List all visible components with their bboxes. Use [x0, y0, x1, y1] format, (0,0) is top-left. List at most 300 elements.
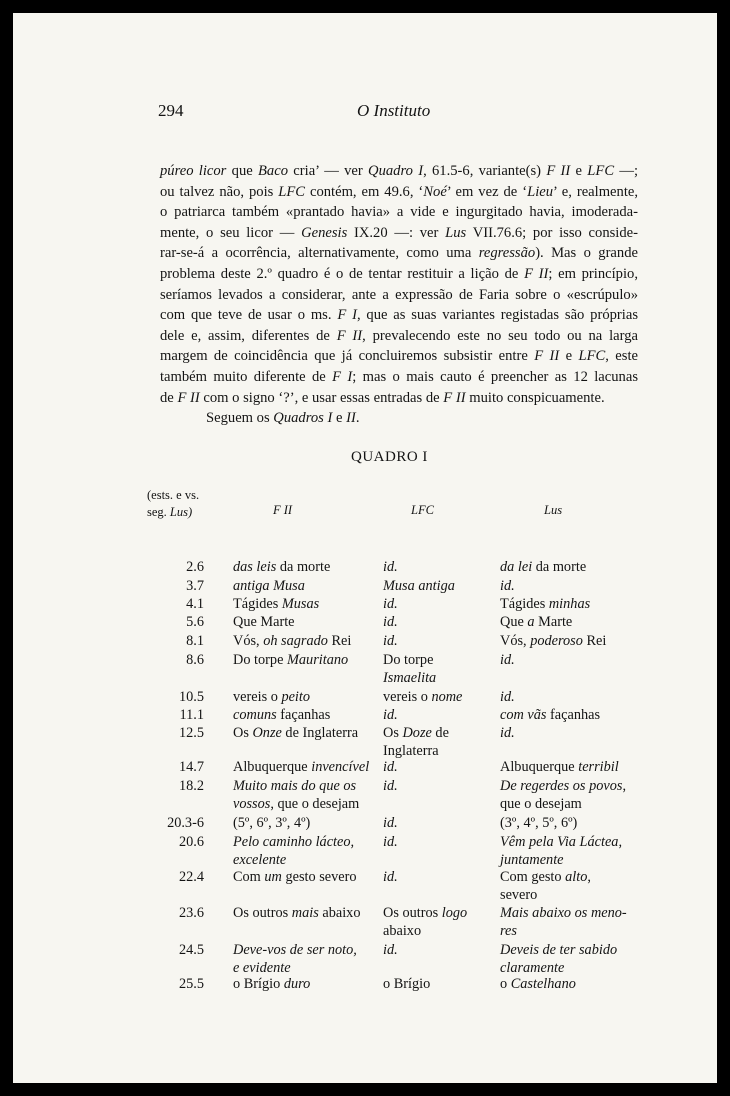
italic-text: nome: [431, 689, 463, 705]
text-run: ; mas o mais cauto é preencher as 12 lacunas: [352, 368, 638, 385]
cell-fii: [233, 941, 357, 977]
cell-line: [500, 577, 515, 595]
italic-text: Mauritano: [287, 652, 349, 668]
cell-lus: [500, 558, 586, 576]
cell-line: [383, 706, 398, 724]
text-run: Os outros: [383, 905, 442, 921]
italic-text: Musas: [281, 596, 320, 612]
cell-lfc: [383, 613, 398, 631]
row-reference: 23.6: [178, 905, 204, 921]
row-reference: 18.2: [178, 778, 204, 794]
text-run: Os: [233, 725, 253, 741]
cell-lus: [500, 724, 515, 742]
row-reference: 24.5: [178, 942, 204, 958]
text-run: problema deste 2.º quadro é o de tentar restituir a lição de: [160, 265, 525, 282]
cell-line: [500, 688, 515, 706]
cell-line: [500, 595, 590, 613]
cell-line: [233, 868, 357, 886]
italic-text: F I: [332, 368, 353, 385]
cell-line: [500, 724, 515, 742]
italic-text: Quadros I: [273, 410, 333, 427]
cell-line: [500, 706, 600, 724]
text-run: dele e, assim, diferentes de: [160, 327, 337, 344]
italic-text: id.: [383, 596, 398, 612]
italic-text: F II: [546, 163, 571, 179]
cell-lfc: [383, 558, 398, 576]
text-run: seríamos levados a considerar, ante a expressão de Faria sobre o «escrúpulo»: [160, 286, 638, 303]
cell-line: [500, 613, 572, 631]
text-run: Marte: [534, 614, 573, 630]
cell-fii: [233, 688, 310, 706]
cell-line: [233, 688, 310, 706]
italic-text: Mais abaixo os meno-: [500, 905, 627, 921]
italic-text: Doze: [402, 725, 432, 741]
text-run: Com gesto: [500, 869, 566, 885]
cell-line: [383, 777, 398, 795]
cell-fii: [233, 758, 369, 776]
text-run: Os: [383, 725, 403, 741]
cell-line: [383, 669, 436, 687]
cell-fii: [233, 868, 357, 886]
row-reference: 8.1: [186, 633, 204, 649]
paragraph-line: [160, 285, 638, 306]
text-run: rar-se-á a ocorrência, alternativamente, como uma: [160, 245, 479, 262]
italic-text: Noé: [423, 183, 447, 200]
text-run: , prevalecendo este no seu todo ou na larga: [362, 327, 638, 344]
italic-text: F II: [524, 265, 549, 282]
row-reference: 20.3-6: [167, 815, 204, 831]
italic-text: Musa antiga: [383, 578, 455, 594]
cell-line: [383, 758, 398, 776]
italic-text: excelente: [233, 852, 287, 869]
italic-text: vossos: [233, 796, 271, 813]
text-run: Que: [500, 614, 528, 630]
row-reference: 2.6: [186, 559, 204, 575]
italic-text: LFC: [278, 183, 306, 200]
text-run: abaixo: [318, 905, 361, 921]
italic-text: id.: [383, 707, 398, 723]
cell-line: [500, 833, 622, 851]
cell-lfc: [383, 706, 398, 724]
cell-line: [383, 558, 398, 576]
cell-lfc: [383, 577, 455, 595]
paragraph-line: [160, 243, 638, 264]
text-run: ,: [622, 778, 627, 794]
cell-line: [383, 651, 436, 669]
italic-text: F II: [177, 389, 200, 406]
cell-lus: [500, 688, 515, 706]
paragraph-line: [160, 223, 638, 244]
text-run: Os outros: [233, 905, 292, 921]
text-run: façanhas: [546, 707, 601, 723]
text-run: Tágides: [233, 596, 282, 612]
paragraph-line: [160, 388, 638, 409]
text-run: (3º, 4º, 5º, 6º): [500, 815, 578, 831]
italic-text: LFC: [578, 348, 606, 365]
italic-text: terribil: [578, 759, 619, 775]
text-run: VII.76.6; por isso conside-: [466, 224, 638, 241]
italic-text: minhas: [548, 596, 591, 612]
cell-line: [233, 613, 295, 631]
cell-line: [233, 632, 351, 650]
italic-text: F II: [534, 348, 560, 365]
italic-text: Genesis: [301, 224, 348, 241]
table-title: QUADRO I: [351, 449, 428, 465]
row-reference: 4.1: [186, 596, 204, 612]
page-number: 294: [158, 101, 184, 120]
italic-text: id.: [383, 942, 398, 958]
italic-text: Ismaelita: [383, 670, 437, 687]
italic-text: Deve-vos de ser noto,: [233, 942, 357, 958]
cell-lfc: [383, 632, 398, 650]
italic-text: um: [264, 869, 282, 885]
italic-text: De regerdes os povos: [500, 778, 623, 794]
cell-lfc: [383, 758, 398, 776]
text-run: (5º, 6º, 3º, 4º): [233, 815, 311, 831]
text-run: mente, o seu licor —: [160, 224, 302, 241]
row-reference: 20.6: [178, 834, 204, 850]
cell-lus: [500, 904, 627, 940]
cell-lfc: [383, 904, 467, 940]
text-run: IX.20 —: ver: [347, 224, 446, 241]
cell-line: [500, 975, 576, 993]
row-reference: 8.6: [186, 652, 204, 668]
cell-line: [233, 904, 360, 922]
cell-line: [233, 975, 310, 993]
text-run: contém, em 49.6, ‘: [305, 183, 424, 200]
cell-lus: [500, 777, 626, 813]
text-run: Albuquerque: [233, 759, 312, 775]
text-run: também muito diferente de: [160, 368, 333, 385]
cell-lus: [500, 941, 617, 977]
text-run: , este: [605, 348, 638, 365]
cell-line: [233, 595, 319, 613]
paragraph-line: [160, 408, 638, 429]
text-run: o patriarca também «prantado havia» a vide e ingurgitado havia, imoderada-: [160, 204, 638, 221]
italic-text: comuns: [233, 707, 277, 723]
cell-line: [233, 706, 330, 724]
italic-text: a: [527, 614, 535, 630]
text-run: de: [431, 725, 449, 741]
italic-text: Muito mais do que os: [233, 778, 357, 794]
cell-fii: [233, 975, 310, 993]
text-run: Seguem os: [206, 410, 274, 427]
italic-text: id.: [500, 578, 515, 594]
text-run: ’ em vez de ‘: [446, 183, 528, 200]
text-run: .: [355, 410, 360, 427]
cell-line: [233, 851, 354, 869]
cell-lus: [500, 758, 619, 776]
cell-line: [383, 595, 398, 613]
text-run: Do torpe: [383, 652, 434, 668]
italic-text: Onze: [252, 725, 282, 741]
cell-lus: [500, 577, 515, 595]
cell-line: [383, 975, 430, 993]
cell-line: [383, 868, 398, 886]
cell-lus: [500, 613, 572, 631]
italic-text: F I: [337, 307, 357, 324]
cell-line: [233, 795, 359, 813]
cell-line: [233, 777, 359, 795]
text-run: e: [570, 163, 588, 179]
text-run: Do torpe: [233, 652, 287, 668]
cell-fii: [233, 814, 310, 832]
cell-lfc: [383, 688, 462, 706]
text-run: vereis o: [233, 689, 282, 705]
italic-text: antiga Musa: [233, 578, 305, 594]
row-reference: 22.4: [178, 869, 204, 885]
italic-text: logo: [441, 905, 468, 921]
cell-line: [383, 941, 398, 959]
text-run: ,: [587, 869, 591, 885]
text-run: que: [226, 163, 259, 179]
text-run: —;: [614, 163, 638, 179]
cell-line: [500, 922, 627, 940]
cell-line: [500, 868, 591, 886]
cell-line: [233, 758, 369, 776]
column-header-ref-line2b: Lus): [169, 505, 193, 519]
italic-text: id.: [383, 815, 398, 831]
text-run: abaixo: [383, 923, 422, 940]
italic-text: id.: [500, 725, 515, 741]
text-run: ou talvez não, pois: [160, 183, 279, 200]
cell-lus: [500, 632, 606, 650]
italic-text: II: [346, 410, 356, 427]
italic-text: id.: [383, 633, 398, 649]
cell-lus: [500, 868, 591, 904]
cell-line: [233, 814, 310, 832]
italic-text: duro: [283, 976, 311, 992]
paragraph-line: [160, 161, 638, 182]
cell-lfc: [383, 777, 398, 795]
italic-text: Pelo caminho lácteo,: [233, 834, 355, 850]
text-run: que o desejam: [500, 796, 582, 813]
text-run: , que as suas variantes registadas são próprias: [356, 307, 638, 324]
italic-text: Vêm pela Via Láctea,: [500, 834, 623, 850]
italic-text: id.: [383, 778, 398, 794]
italic-text: id.: [383, 834, 398, 850]
text-run: façanhas: [276, 707, 331, 723]
italic-text: Deveis de ter sabido: [500, 942, 618, 958]
text-run: Vós,: [500, 633, 531, 649]
cell-line: [383, 922, 467, 940]
italic-text: Baco: [258, 163, 289, 179]
text-run: Rei: [327, 633, 352, 649]
cell-fii: [233, 595, 319, 613]
text-run: Que Marte: [233, 614, 295, 630]
paragraph-line: [160, 305, 638, 326]
text-run: Tágides: [500, 596, 549, 612]
cell-line: [383, 833, 398, 851]
italic-text: alto: [565, 869, 588, 885]
text-run: Inglaterra: [383, 743, 439, 760]
cell-line: [500, 886, 591, 904]
italic-text: id.: [383, 869, 398, 885]
text-run: Com: [233, 869, 265, 885]
italic-text: mais: [291, 905, 319, 921]
cell-fii: [233, 706, 330, 724]
text-run: da morte: [532, 559, 587, 575]
italic-text: e evidente: [233, 960, 291, 977]
cell-lfc: [383, 833, 398, 851]
cell-line: [500, 632, 606, 650]
cell-line: [500, 941, 617, 959]
italic-text: Castelhano: [510, 976, 576, 992]
cell-fii: [233, 724, 358, 742]
paragraph-line: [160, 202, 638, 223]
italic-text: Quadro I: [368, 163, 424, 179]
cell-lfc: [383, 868, 398, 886]
cell-lus: [500, 975, 576, 993]
cell-line: [500, 777, 626, 795]
text-run: o: [500, 976, 511, 992]
cell-line: [383, 814, 398, 832]
book-page: [13, 13, 717, 1083]
row-reference: 5.6: [186, 614, 204, 630]
cell-line: [383, 613, 398, 631]
italic-text: regressão: [478, 245, 536, 262]
cell-line: [383, 904, 467, 922]
running-title: O Instituto: [357, 101, 431, 120]
column-header-ref: [147, 487, 199, 521]
text-run: ). Mas o grande: [535, 245, 638, 262]
cell-line: [500, 558, 586, 576]
text-run: margem de coincidência que já concluiremos subsistir entre: [160, 348, 535, 365]
text-run: ’ e, realmente,: [553, 183, 639, 200]
cell-fii: [233, 777, 359, 813]
text-run: o Brígio: [233, 976, 284, 992]
cell-line: [233, 724, 358, 742]
italic-text: da lei: [500, 559, 533, 575]
row-reference: 10.5: [178, 689, 204, 705]
column-header-lus: Lus: [544, 503, 563, 517]
cell-line: [233, 833, 354, 851]
cell-line: [500, 758, 619, 776]
italic-text: claramente: [500, 960, 565, 977]
cell-line: [233, 558, 330, 576]
body-paragraph: [160, 161, 638, 429]
paragraph-line: [160, 264, 638, 285]
row-reference: 12.5: [178, 725, 204, 741]
text-run: gesto severo: [281, 869, 357, 885]
italic-text: F II: [443, 389, 466, 406]
cell-lus: [500, 651, 515, 669]
row-reference: 3.7: [186, 578, 204, 594]
italic-text: id.: [383, 614, 398, 630]
paragraph-line: [160, 346, 638, 367]
cell-lfc: [383, 651, 436, 687]
text-run: Rei: [582, 633, 607, 649]
italic-text: com vãs: [500, 707, 547, 723]
cell-line: [383, 688, 462, 706]
cell-fii: [233, 651, 348, 669]
italic-text: das leis: [233, 559, 277, 575]
cell-lfc: [383, 814, 398, 832]
text-run: de Inglaterra: [281, 725, 359, 741]
row-reference: 25.5: [178, 976, 204, 992]
text-run: e: [559, 348, 579, 365]
cell-lus: [500, 595, 590, 613]
text-run: e: [332, 410, 347, 427]
paragraph-line: [160, 367, 638, 388]
cell-line: [383, 724, 449, 742]
cell-fii: [233, 577, 305, 595]
text-run: com que teve de usar o ms.: [160, 307, 338, 324]
italic-text: F II: [336, 327, 363, 344]
paragraph-line: [160, 182, 638, 203]
italic-text: Lus: [445, 224, 467, 241]
cell-line: [233, 651, 348, 669]
cell-line: [383, 577, 455, 595]
text-run: Albuquerque: [500, 759, 579, 775]
text-run: vereis o: [383, 689, 432, 705]
italic-text: invencível: [311, 759, 370, 775]
text-run: Vós,: [233, 633, 264, 649]
column-header-ref-line2a: seg.: [147, 505, 170, 519]
column-header-fii: F II: [273, 503, 293, 517]
cell-lfc: [383, 595, 398, 613]
cell-fii: [233, 833, 354, 869]
cell-line: [500, 814, 577, 832]
row-reference: 14.7: [178, 759, 204, 775]
italic-text: id.: [383, 559, 398, 575]
cell-fii: [233, 904, 360, 922]
cell-line: [500, 795, 626, 813]
cell-lfc: [383, 724, 449, 760]
text-run: , 61.5-6, variante(s): [423, 163, 547, 179]
cell-line: [500, 651, 515, 669]
cell-line: [233, 941, 357, 959]
column-header-ref-line1: (ests. e vs.: [147, 488, 200, 502]
text-run: cria’ — ver: [288, 163, 369, 179]
italic-text: id.: [500, 652, 515, 668]
italic-text: oh sagrado: [263, 633, 328, 649]
text-run: da morte: [276, 559, 331, 575]
text-run: ; em princípio,: [548, 265, 638, 282]
cell-line: [383, 632, 398, 650]
italic-text: peito: [281, 689, 311, 705]
cell-fii: [233, 613, 295, 631]
paragraph-line: [160, 326, 638, 347]
cell-fii: [233, 558, 330, 576]
cell-lus: [500, 814, 577, 832]
text-run: de: [160, 389, 178, 406]
text-run: o Brígio: [383, 976, 431, 992]
cell-line: [500, 851, 622, 869]
italic-text: juntamente: [500, 852, 564, 869]
column-header-lfc: LFC: [411, 503, 434, 517]
text-run: com o signo ‘?’, e usar essas entradas de: [199, 389, 444, 406]
text-run: , que o desejam: [270, 796, 360, 813]
text-run: muito conspicuamente.: [465, 389, 605, 406]
italic-text: Lieu: [527, 183, 554, 200]
cell-line: [500, 904, 627, 922]
cell-lfc: [383, 975, 430, 993]
cell-lus: [500, 706, 600, 724]
cell-lus: [500, 833, 622, 869]
italic-text: púreo licor: [160, 163, 227, 179]
cell-line: [233, 577, 305, 595]
italic-text: LFC: [587, 163, 615, 179]
cell-lfc: [383, 941, 398, 959]
italic-text: id.: [383, 759, 398, 775]
italic-text: poderoso: [530, 633, 583, 649]
cell-fii: [233, 632, 351, 650]
italic-text: res: [500, 923, 517, 940]
row-reference: 11.1: [179, 707, 204, 723]
text-run: severo: [500, 887, 538, 904]
italic-text: id.: [500, 689, 515, 705]
